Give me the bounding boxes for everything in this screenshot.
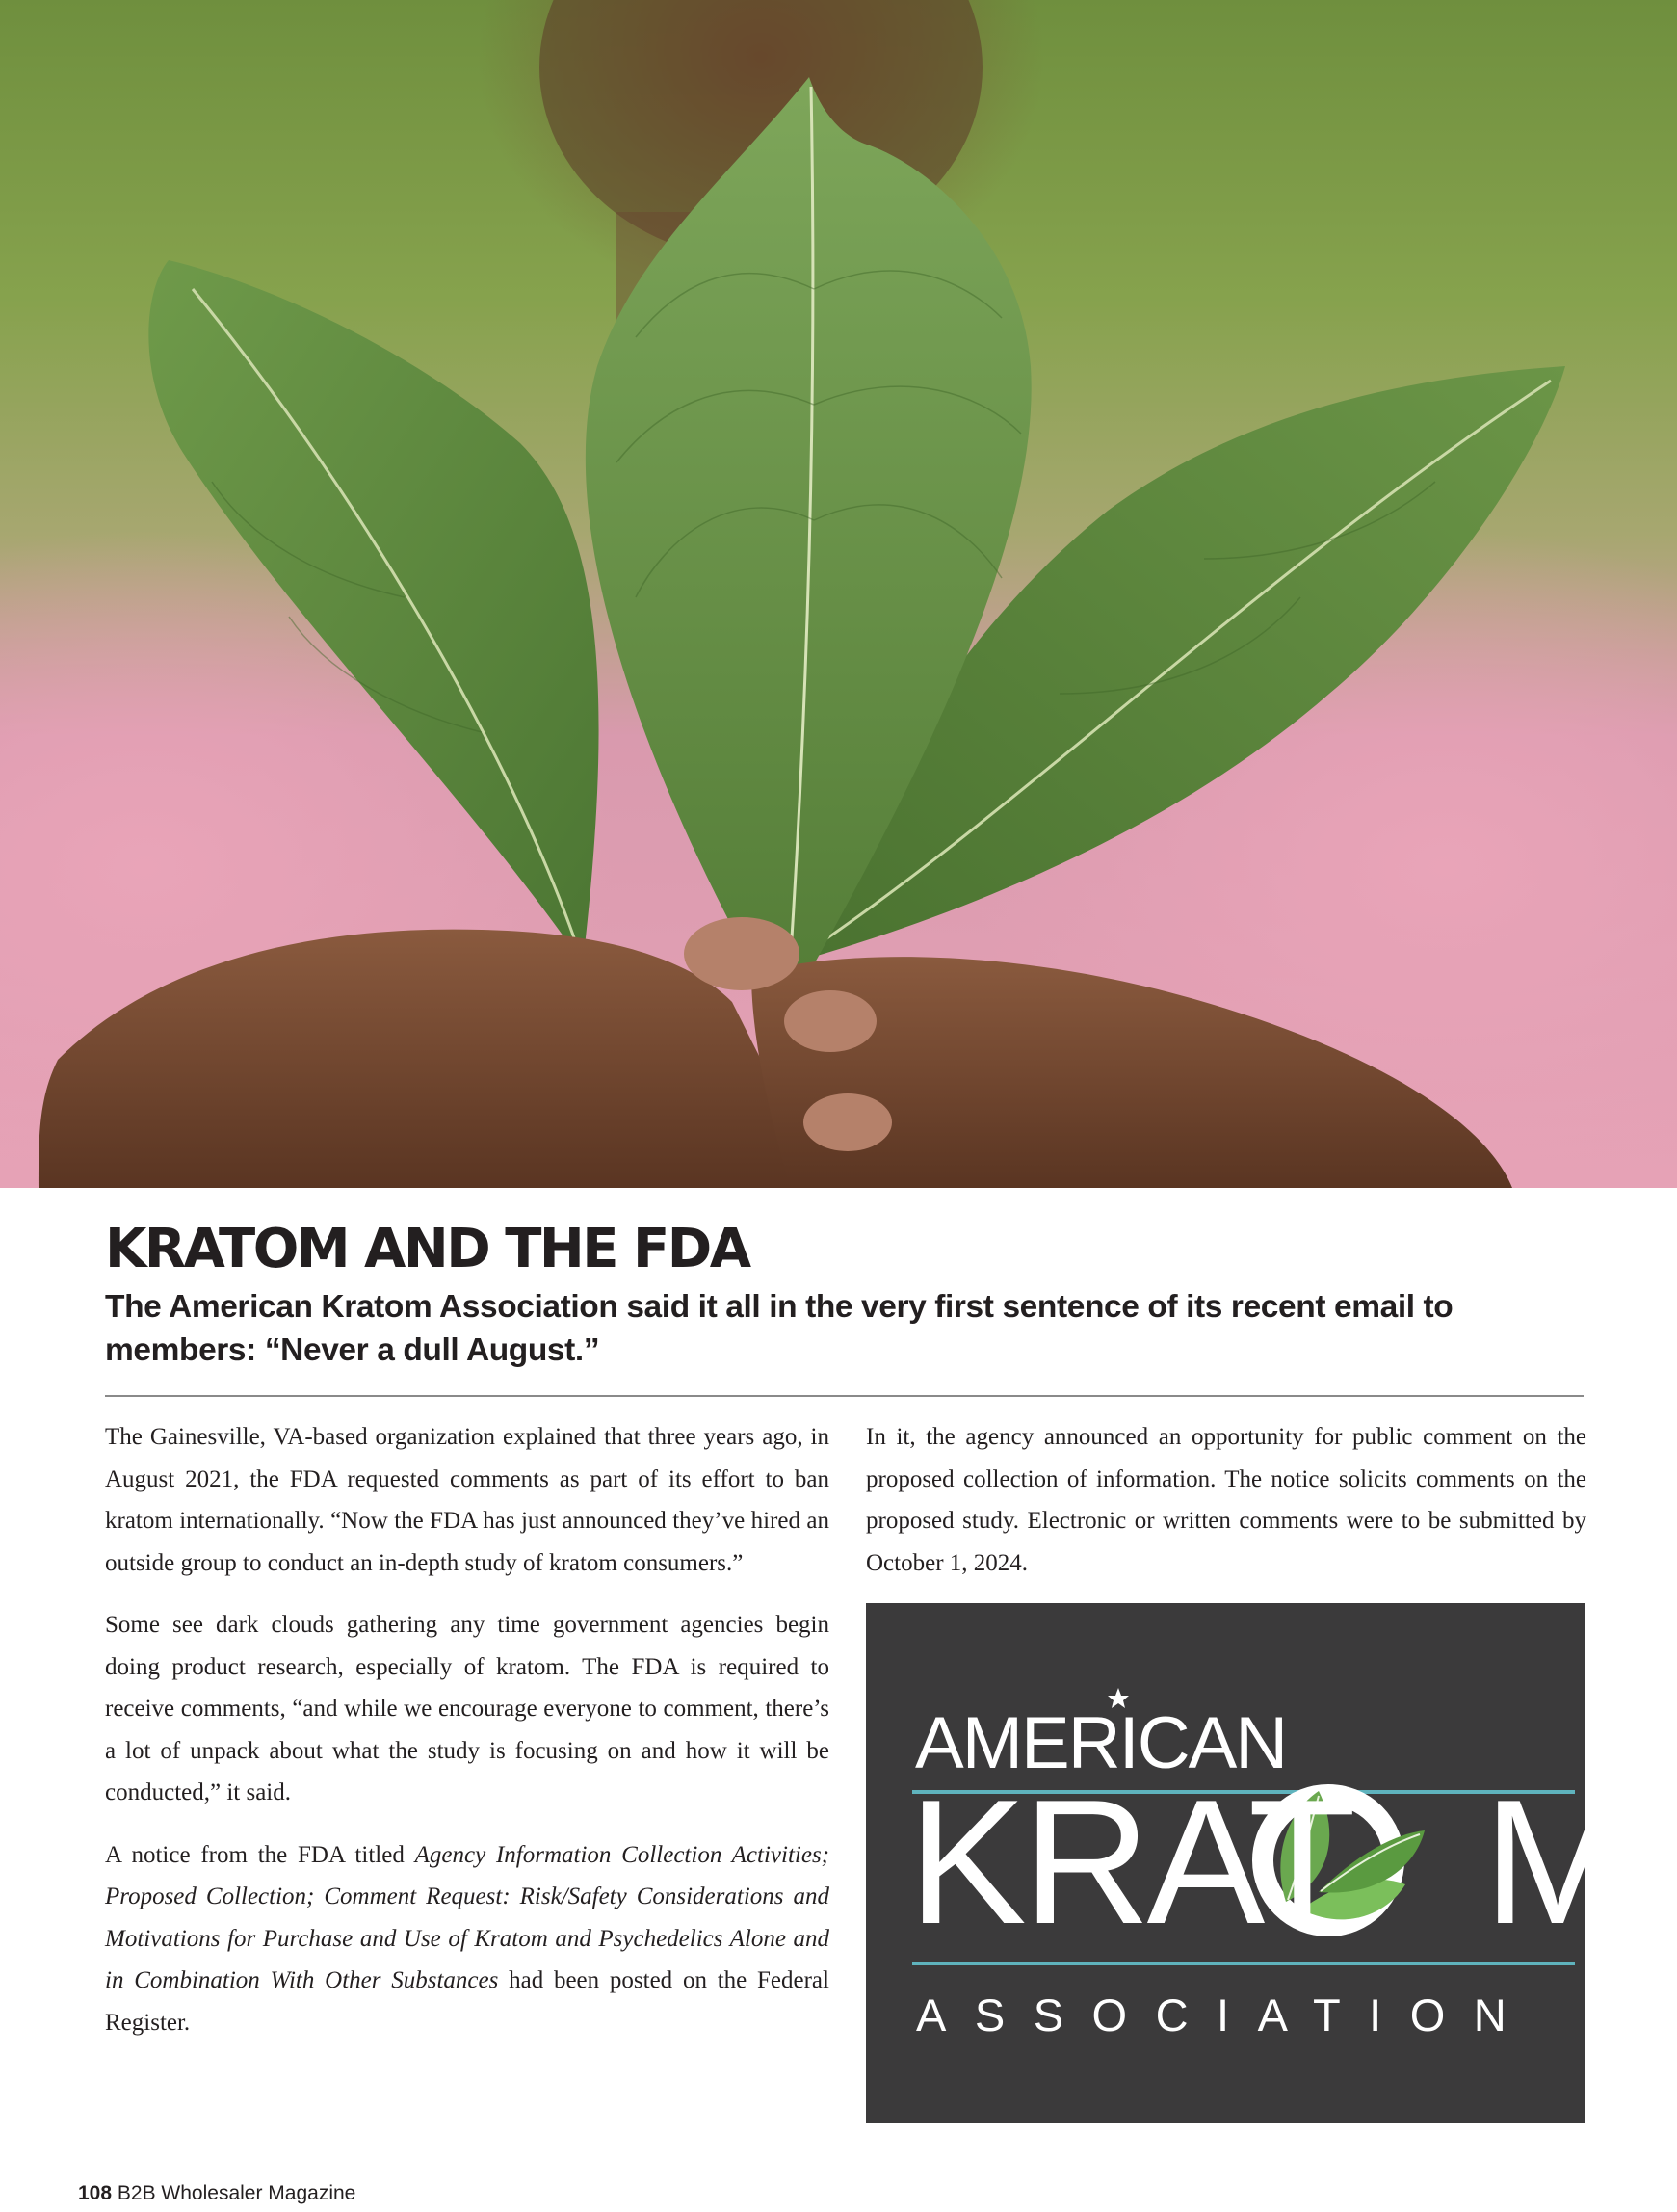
logo-text-kratom: KRAT M	[908, 1762, 1628, 1961]
american-kratom-association-logo	[866, 1603, 1628, 2123]
notice-title: Agency Information Collection Activities; Proposed Collection; Comment Request: Risk/Safety Considerations and Motivations for Purchase and Use of Kratom and Psychedelics Alone and in Combination With Other Substances	[105, 1841, 829, 1993]
page-footer	[78, 2182, 355, 2205]
paragraph-tail: had been posted on the Federal Register.	[105, 1967, 829, 2036]
body-column-right	[866, 1416, 1586, 1604]
paragraph-lead: A notice from the FDA titled	[105, 1841, 415, 1868]
logo-text-american: AMERICAN	[915, 1702, 1287, 1784]
article-subtitle: The American Kratom Association said it all in the very first sentence of its recent email to members: “Never a dull August.”	[105, 1289, 1454, 1368]
page-number: 108	[78, 2182, 113, 2204]
logo-rule-bottom	[912, 1962, 1575, 1965]
left-leaf	[148, 260, 598, 963]
body-paragraph: The Gainesville, VA-based organization explained that three years ago, in August 2021, the FDA requested comments as part of its effort to ban kratom internationally. “Now the FDA has just announced they’ve hired an outside group to conduct an in-depth study of kratom consumers.”	[105, 1424, 829, 1576]
heading-divider	[105, 1395, 1584, 1397]
article-title: KRATOM AND THE FDA	[105, 1218, 749, 1280]
body-paragraph	[105, 1834, 829, 2044]
logo-text-association: ASSOCIATION	[916, 1989, 1535, 2041]
body-paragraph: In it, the agency announced an opportunity for public comment on the proposed collection of information. The notice solicits comments on the proposed study. Electronic or written comments were to be submitted by October 1, 2024.	[866, 1424, 1586, 1576]
publication-name: B2B Wholesaler Magazine	[117, 2182, 356, 2204]
body-column-left	[105, 1416, 829, 2064]
body-paragraph: Some see dark clouds gathering any time government agencies begin doing product research, especially of kratom. The FDA is required to receive comments, “and while we encourage everyone to comment, there’s a lot of unpack about what the study is focusing on and how it will be conducted,” it said.	[105, 1612, 829, 1805]
hands	[39, 917, 1512, 1188]
